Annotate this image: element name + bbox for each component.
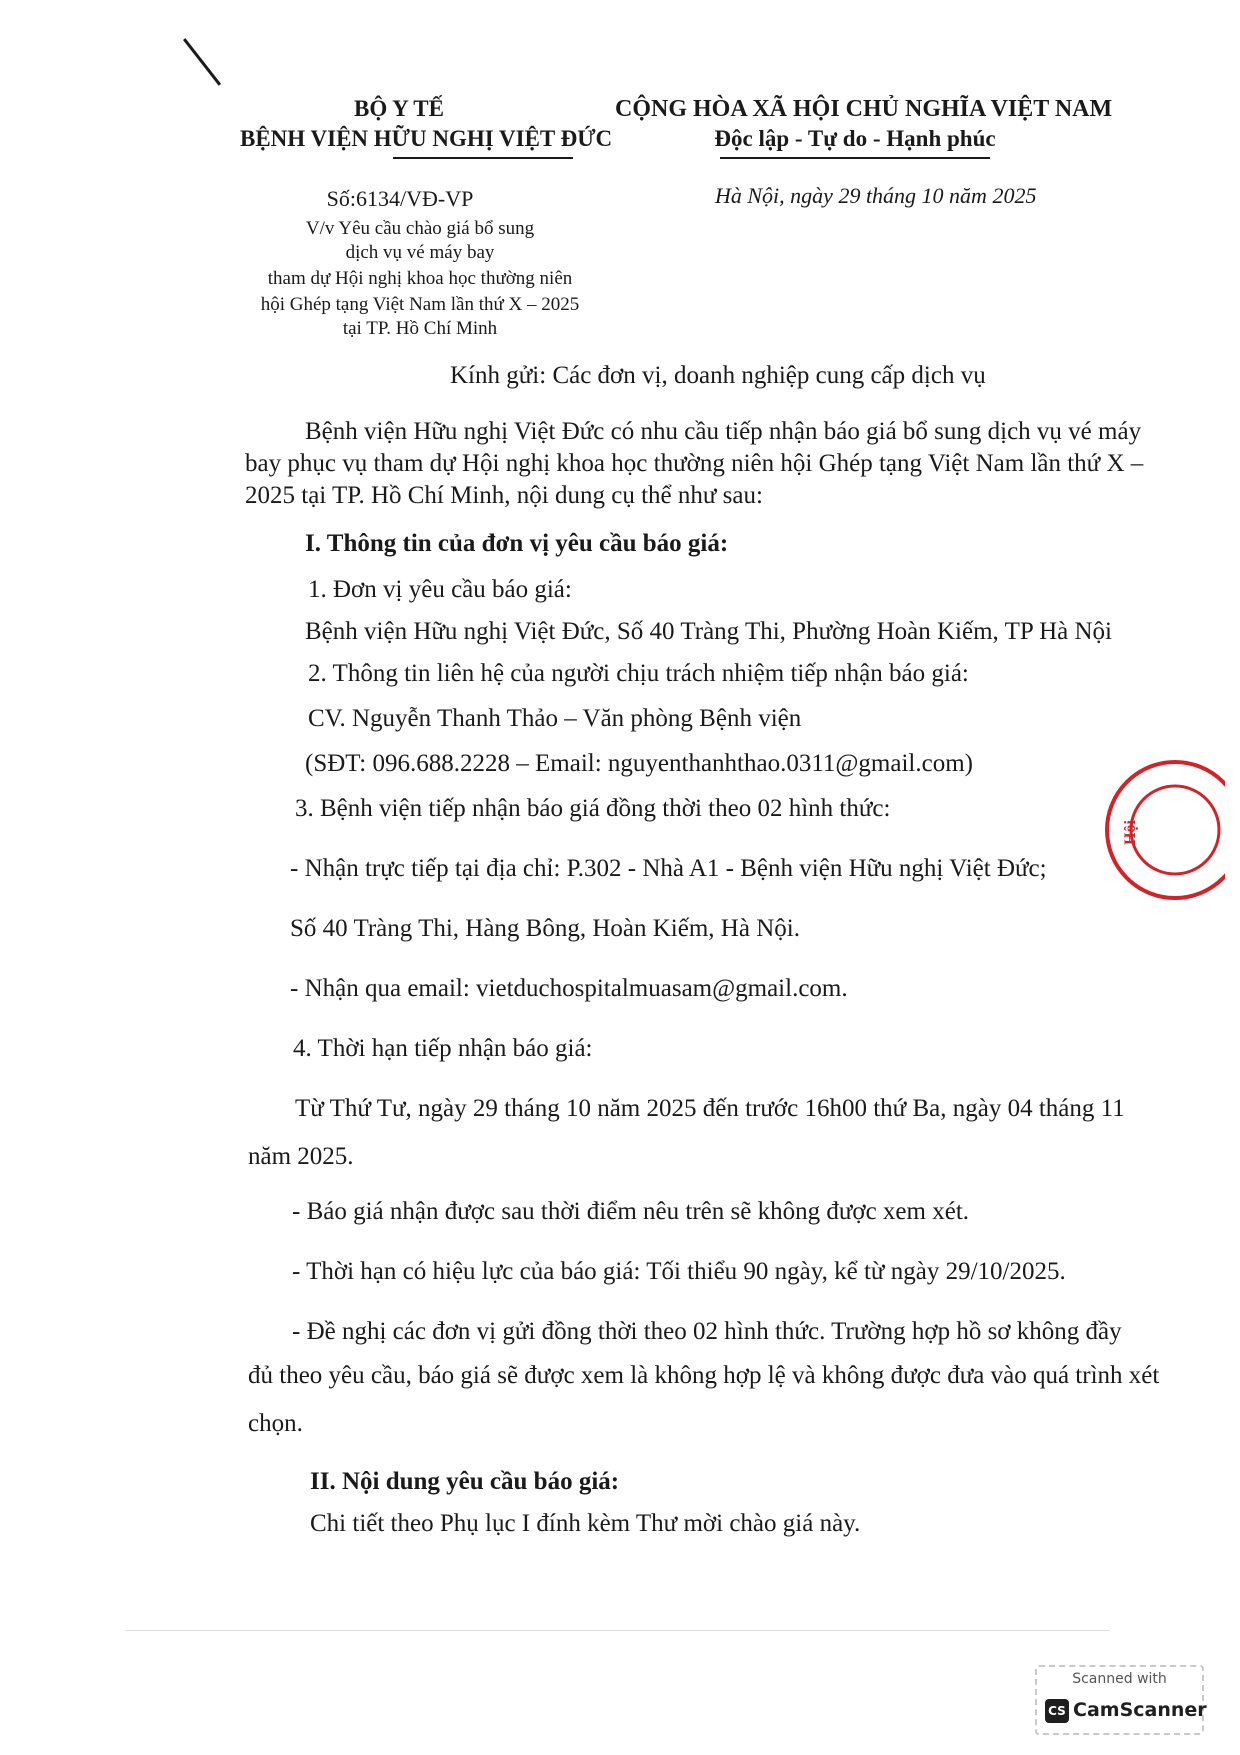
- document-number: Số:6134/VĐ-VP: [326, 186, 474, 211]
- salutation: Kính gửi: Các đơn vị, doanh nghiệp cung cấp dịch vụ: [450, 362, 986, 389]
- section-text: Chi tiết theo Phụ lục I đính kèm Thư mời chào giá này.: [310, 1510, 861, 1537]
- intro-line: bay phục vụ tham dự Hội nghị khoa học thường niên hội Ghép tạng Việt Nam lần thứ X –: [245, 450, 1144, 477]
- subject-line: V/v Yêu cầu chào giá bổ sung: [305, 218, 535, 239]
- intro-line: Bệnh viện Hữu nghị Việt Đức có nhu cầu tiếp nhận báo giá bổ sung dịch vụ vé máy: [305, 418, 1142, 445]
- hospital-underline: [393, 157, 573, 159]
- section-heading: II. Nội dung yêu cầu báo giá:: [310, 1468, 620, 1495]
- subject-line: hội Ghép tạng Việt Nam lần thứ X – 2025: [260, 294, 580, 315]
- contact-name: CV. Nguyễn Thanh Thảo – Văn phòng Bệnh viện: [308, 705, 802, 732]
- scanned-with-label: Scanned with: [1072, 1671, 1167, 1687]
- item-text: - Nhận qua email: vietduchospitalmuasam@gmail.com.: [290, 975, 848, 1002]
- item-value: Bệnh viện Hữu nghị Việt Đức, Số 40 Tràng Thi, Phường Hoàn Kiếm, TP Hà Nội: [305, 618, 1112, 645]
- camscanner-brand: CamScanner: [1073, 1699, 1207, 1721]
- item-text: - Nhận trực tiếp tại địa chỉ: P.302 - Nhà A1 - Bệnh viện Hữu nghị Việt Đức;: [290, 855, 1047, 882]
- item-label: 3. Bệnh viện tiếp nhận báo giá đồng thời theo 02 hình thức:: [295, 795, 891, 822]
- camscanner-logo-icon: CS: [1045, 1699, 1069, 1723]
- item-text: Số 40 Tràng Thi, Hàng Bông, Hoàn Kiếm, Hà Nội.: [290, 915, 800, 942]
- note-text: - Đề nghị các đơn vị gửi đồng thời theo 02 hình thức. Trường hợp hồ sơ không đầy: [292, 1318, 1122, 1345]
- item-text: Từ Thứ Tư, ngày 29 tháng 10 năm 2025 đến trước 16h00 thứ Ba, ngày 04 tháng 11: [295, 1095, 1125, 1122]
- motto-underline: [720, 157, 990, 159]
- subject-line: tham dự Hội nghị khoa học thường niên: [267, 268, 573, 289]
- document-date: Hà Nội, ngày 29 tháng 10 năm 2025: [715, 183, 1037, 208]
- item-label: 2. Thông tin liên hệ của người chịu trách nhiệm tiếp nhận báo giá:: [308, 660, 969, 687]
- note-text: chọn.: [248, 1410, 303, 1437]
- camscanner-badge: [1035, 1665, 1207, 1735]
- page-edge-line: [125, 1630, 1110, 1631]
- subject-line: dịch vụ vé máy bay: [345, 242, 495, 263]
- stamp-text: Hội: [1122, 820, 1139, 845]
- note-text: - Báo giá nhận được sau thời điểm nêu trên sẽ không được xem xét.: [292, 1198, 970, 1225]
- subject-line: tại TP. Hồ Chí Minh: [342, 318, 498, 339]
- national-title: CỘNG HÒA XÃ HỘI CHỦ NGHĨA VIỆT NAM: [615, 96, 1113, 122]
- contact-details: (SĐT: 096.688.2228 – Email: nguyenthanhthao.0311@gmail.com): [305, 750, 973, 777]
- hospital-name: BỆNH VIỆN HỮU NGHỊ VIỆT ĐỨC: [240, 126, 613, 151]
- note-text: đủ theo yêu cầu, báo giá sẽ được xem là không hợp lệ và không được đưa vào quá trình xét: [248, 1362, 1160, 1389]
- note-text: - Thời hạn có hiệu lực của báo giá: Tối thiểu 90 ngày, kể từ ngày 29/10/2025.: [292, 1258, 1066, 1285]
- section-heading: I. Thông tin của đơn vị yêu cầu báo giá:: [305, 530, 729, 557]
- ministry-name: BỘ Y TẾ: [354, 96, 444, 121]
- intro-line: 2025 tại TP. Hồ Chí Minh, nội dung cụ thể như sau:: [245, 482, 763, 509]
- item-text: năm 2025.: [248, 1143, 354, 1170]
- item-label: 1. Đơn vị yêu cầu báo giá:: [308, 576, 572, 603]
- item-label: 4. Thời hạn tiếp nhận báo giá:: [293, 1035, 593, 1062]
- national-motto: Độc lập - Tự do - Hạnh phúc: [714, 126, 996, 151]
- stamp-seal: [1075, 755, 1225, 905]
- pen-mark: [183, 38, 221, 86]
